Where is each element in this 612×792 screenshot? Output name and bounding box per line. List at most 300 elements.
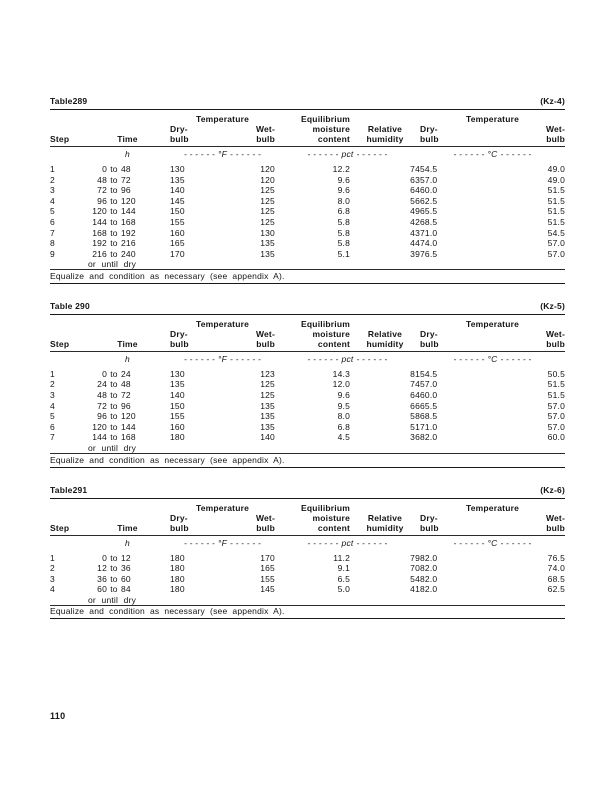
step-cell: 4 xyxy=(50,400,55,411)
dry-bulb-f-cell: 170 xyxy=(170,248,185,259)
time-start: 168 xyxy=(92,227,107,238)
time-unit: h xyxy=(125,149,130,159)
wet-bulb-c-header-line2: bulb xyxy=(500,523,565,536)
spacer-cell xyxy=(350,314,420,329)
rh-header-line2: humidity xyxy=(350,134,420,147)
dry-bulb-f-cell: 150 xyxy=(170,206,185,217)
unit-dashes: - - - - - - xyxy=(453,149,485,159)
dry-bulb-f-cell: 130 xyxy=(170,164,185,174)
wet-bulb-c-cell: 54.5 xyxy=(547,227,565,238)
spacer-cell xyxy=(50,535,85,553)
time-cell xyxy=(85,185,170,196)
rh-header-line1: Relative xyxy=(367,328,403,339)
emc-cell: 9.6 xyxy=(337,390,350,401)
table-title: Table291 xyxy=(50,484,88,495)
rh-cell: 51 xyxy=(410,421,420,432)
dry-bulb-c-header-line1: Dry- xyxy=(420,512,438,523)
wet-bulb-f-cell: 125 xyxy=(260,185,275,196)
time-to-word: to xyxy=(110,216,118,227)
emc-header-line1: Equilibrium xyxy=(301,502,350,513)
time-end: 168 xyxy=(121,216,136,227)
unit-c-label: °C xyxy=(487,149,498,159)
dry-bulb-f-cell: 135 xyxy=(170,379,185,390)
wet-bulb-f-cell: 140 xyxy=(260,432,275,443)
time-to-word: to xyxy=(110,164,118,174)
unit-dashes: - - - - - - xyxy=(356,149,388,159)
emc-cell: 9.5 xyxy=(337,400,350,411)
dry-bulb-c-cell: 65.5 xyxy=(420,400,438,411)
unit-dashes: - - - - - - xyxy=(500,353,532,364)
dry-bulb-f-cell: 180 xyxy=(170,432,185,443)
time-end: 36 xyxy=(121,563,131,574)
dry-bulb-f-cell: 150 xyxy=(170,400,185,411)
time-unit: h xyxy=(125,537,130,548)
emc-cell: 5.8 xyxy=(337,238,350,249)
unit-f-label: °F xyxy=(218,149,227,159)
schedule-row xyxy=(50,238,565,249)
dry-bulb-c-header-line1: Dry- xyxy=(420,328,438,339)
dry-bulb-c-header-line2: bulb xyxy=(420,134,500,147)
wet-bulb-c-cell: 51.5 xyxy=(547,390,565,401)
rh-header-line2: humidity xyxy=(350,339,420,352)
emc-cell: 5.8 xyxy=(337,227,350,238)
spacer-cell xyxy=(50,513,85,523)
spacer-cell xyxy=(350,498,420,513)
dry-bulb-c-header-line1: Dry- xyxy=(420,124,438,134)
dry-bulb-f-cell: 145 xyxy=(170,195,185,206)
step-cell: 3 xyxy=(50,573,55,584)
wet-bulb-f-header-line1: Wet- xyxy=(255,328,275,339)
rh-cell: 43 xyxy=(410,227,420,238)
dry-bulb-c-header-line2: bulb xyxy=(420,339,500,352)
time-start: 48 xyxy=(97,390,107,401)
temperature-c-group-header: Temperature xyxy=(465,502,520,513)
fahrenheit-unit xyxy=(170,147,275,165)
time-to-word: to xyxy=(110,368,118,379)
rh-cell: 63 xyxy=(410,174,420,185)
dry-bulb-c-cell: 82.0 xyxy=(420,432,438,443)
wet-bulb-f-cell: 165 xyxy=(260,563,275,574)
wet-bulb-c-header-line2: bulb xyxy=(500,339,565,352)
spacer-cell xyxy=(85,314,170,329)
emc-cell: 6.5 xyxy=(337,573,350,584)
rh-cell: 41 xyxy=(410,584,420,595)
dry-bulb-c-cell: 54.5 xyxy=(420,368,438,379)
step-cell: 2 xyxy=(50,379,55,390)
wet-bulb-f-cell: 125 xyxy=(260,195,275,206)
time-to-word: to xyxy=(110,411,118,422)
dry-bulb-c-cell: 71.0 xyxy=(420,421,438,432)
celsius-unit xyxy=(420,351,565,369)
wet-bulb-f-cell: 125 xyxy=(260,390,275,401)
wet-bulb-f-cell: 155 xyxy=(260,573,275,584)
spacer-cell xyxy=(50,124,85,134)
time-cell xyxy=(85,401,170,412)
temperature-f-group-header: Temperature xyxy=(195,502,250,513)
rh-cell: 36 xyxy=(410,432,420,443)
wet-bulb-c-cell: 51.5 xyxy=(547,216,565,227)
wet-bulb-f-cell: 125 xyxy=(260,206,275,217)
time-start: 60 xyxy=(97,584,107,595)
dry-bulb-c-header-line2: bulb xyxy=(420,523,500,536)
dry-bulb-f-cell: 160 xyxy=(170,227,185,238)
unit-dashes: - - - - - - xyxy=(356,353,388,364)
wet-bulb-c-cell: 57.0 xyxy=(547,421,565,432)
spacer-cell xyxy=(85,329,170,339)
schedule-row xyxy=(50,164,565,175)
emc-cell: 11.2 xyxy=(333,552,350,563)
schedule-row xyxy=(50,379,565,390)
wet-bulb-c-cell: 51.5 xyxy=(547,379,565,390)
kiln-schedule-table xyxy=(50,485,565,620)
time-cell xyxy=(85,164,170,175)
rh-cell: 58 xyxy=(410,411,420,422)
wet-bulb-f-header-line1: Wet- xyxy=(255,124,275,134)
rh-cell: 39 xyxy=(410,248,420,259)
time-to-word: to xyxy=(110,206,118,217)
time-to-word: to xyxy=(110,238,118,249)
header-row-bottom xyxy=(50,523,565,536)
schedule-row xyxy=(50,584,565,595)
wet-bulb-f-cell: 170 xyxy=(260,552,275,563)
time-cell xyxy=(85,238,170,249)
step-cell: 5 xyxy=(50,411,55,422)
time-end: 144 xyxy=(121,206,136,217)
unit-dashes: - - - - - - xyxy=(230,149,261,159)
unit-dashes: - - - - - - xyxy=(184,149,215,159)
dry-bulb-c-cell: 82.0 xyxy=(420,584,438,595)
time-cell xyxy=(85,175,170,186)
unit-pct-label: pct xyxy=(341,537,354,548)
kiln-schedule-tables xyxy=(50,96,565,636)
time-to-word: to xyxy=(110,563,118,574)
temperature-c-group-header: Temperature xyxy=(465,318,520,329)
step-cell: 7 xyxy=(50,227,55,238)
time-cell xyxy=(85,217,170,228)
unit-dashes: - - - - - - xyxy=(356,537,388,548)
dry-bulb-c-cell: 57.0 xyxy=(420,379,438,390)
equalize-row xyxy=(50,605,565,619)
spacer-cell xyxy=(350,110,420,125)
spacer-cell xyxy=(85,124,170,134)
schedule-row xyxy=(50,185,565,196)
dry-bulb-c-cell: 68.5 xyxy=(420,411,438,422)
equalize-note: Equalize and condition as necessary (see appendix A). xyxy=(50,270,565,284)
rh-cell: 64 xyxy=(410,390,420,401)
dry-bulb-f-header-line2: bulb xyxy=(170,134,235,147)
header-row-mid xyxy=(50,513,565,523)
dry-bulb-f-cell: 180 xyxy=(170,573,185,584)
kiln-schedule-table xyxy=(50,301,565,468)
spacer-cell xyxy=(85,110,170,125)
unit-dashes: - - - - - - xyxy=(307,353,339,364)
wet-bulb-f-cell: 120 xyxy=(260,164,275,174)
time-end: 72 xyxy=(121,390,131,401)
time-to-word: to xyxy=(110,573,118,584)
time-end: 168 xyxy=(121,432,136,443)
wet-bulb-f-cell: 125 xyxy=(260,216,275,227)
wet-bulb-c-cell: 49.0 xyxy=(547,164,565,174)
wet-bulb-c-cell: 62.5 xyxy=(547,584,565,595)
equalize-note: Equalize and condition as necessary (see appendix A). xyxy=(50,454,565,468)
emc-cell: 8.0 xyxy=(337,411,350,422)
dry-bulb-c-cell: 68.5 xyxy=(420,216,438,227)
schedule-row xyxy=(50,217,565,228)
emc-header-line3: content xyxy=(275,134,350,147)
spacer-cell xyxy=(85,498,170,513)
time-end: 72 xyxy=(121,174,131,185)
emc-header-line2: moisture xyxy=(312,512,350,523)
step-cell: 8 xyxy=(50,238,55,249)
temperature-c-group-header: Temperature xyxy=(465,114,520,124)
spacer-cell xyxy=(50,110,85,125)
celsius-unit xyxy=(420,535,565,553)
time-start: 96 xyxy=(97,195,107,206)
wet-bulb-f-cell: 135 xyxy=(260,421,275,432)
table-title: Table 290 xyxy=(50,300,90,311)
rh-header-line1: Relative xyxy=(367,124,403,134)
time-end: 48 xyxy=(121,164,131,174)
dry-bulb-c-cell: 74.0 xyxy=(420,238,438,249)
time-start: 120 xyxy=(92,421,107,432)
wet-bulb-f-cell: 135 xyxy=(260,238,275,249)
wet-bulb-f-header-line2: bulb xyxy=(235,134,275,147)
rh-cell: 42 xyxy=(410,216,420,227)
wet-bulb-c-header-line1: Wet- xyxy=(545,328,565,339)
emc-header-line3: content xyxy=(275,523,350,536)
emc-header-line1: Equilibrium xyxy=(301,114,350,124)
unit-dashes: - - - - - - xyxy=(453,537,485,548)
dry-bulb-f-cell: 140 xyxy=(170,390,185,401)
unit-c-label: °C xyxy=(487,537,498,548)
rh-cell: 74 xyxy=(410,164,420,174)
spacer-cell xyxy=(85,513,170,523)
wet-bulb-f-cell: 130 xyxy=(260,227,275,238)
time-to-word: to xyxy=(110,185,118,196)
kiln-schedule-table xyxy=(50,96,565,284)
header-row-bottom xyxy=(50,134,565,147)
temperature-f-group-header: Temperature xyxy=(195,318,250,329)
wet-bulb-c-cell: 68.5 xyxy=(547,573,565,584)
schedule-row xyxy=(50,553,565,564)
dry-bulb-f-cell: 180 xyxy=(170,584,185,595)
time-start: 72 xyxy=(97,185,107,196)
step-cell: 9 xyxy=(50,248,55,259)
time-end: 84 xyxy=(121,584,131,595)
time-start: 36 xyxy=(97,573,107,584)
emc-header-line2: moisture xyxy=(312,124,350,134)
emc-cell: 9.1 xyxy=(337,563,350,574)
time-cell xyxy=(85,379,170,390)
rh-cell: 74 xyxy=(410,379,420,390)
time-to-word: to xyxy=(110,390,118,401)
dry-bulb-f-cell: 155 xyxy=(170,216,185,227)
dry-bulb-f-header-line1: Dry- xyxy=(170,124,188,134)
time-start: 0 xyxy=(102,164,107,174)
dry-bulb-f-cell: 155 xyxy=(170,411,185,422)
time-cell xyxy=(85,206,170,217)
time-cell xyxy=(85,553,170,564)
until-dry-row xyxy=(50,443,565,454)
time-to-word: to xyxy=(110,584,118,595)
schedule-row xyxy=(50,422,565,433)
time-start: 0 xyxy=(102,552,107,563)
step-column-header: Step xyxy=(50,523,85,536)
rh-header-line1: Relative xyxy=(367,512,403,523)
time-to-word: to xyxy=(110,552,118,563)
time-to-word: to xyxy=(110,432,118,443)
emc-cell: 6.8 xyxy=(337,421,350,432)
wet-bulb-c-cell: 57.0 xyxy=(547,411,565,422)
dry-bulb-c-cell: 82.0 xyxy=(420,573,438,584)
dry-bulb-f-cell: 165 xyxy=(170,238,185,249)
step-cell: 1 xyxy=(50,368,55,379)
until-dry-row xyxy=(50,595,565,606)
time-end: 144 xyxy=(121,421,136,432)
dry-bulb-f-cell: 180 xyxy=(170,552,185,563)
step-cell: 2 xyxy=(50,563,55,574)
wet-bulb-c-cell: 51.5 xyxy=(547,185,565,196)
wet-bulb-c-cell: 49.0 xyxy=(547,174,565,185)
emc-header-line3: content xyxy=(275,339,350,352)
rh-cell: 49 xyxy=(410,206,420,217)
dry-bulb-c-cell: 57.0 xyxy=(420,174,438,185)
time-cell xyxy=(85,432,170,443)
dry-bulb-c-cell: 65.5 xyxy=(420,206,438,217)
table-code: (Kz-6) xyxy=(540,484,565,495)
unit-dashes: - - - - - - xyxy=(230,353,261,364)
time-end: 192 xyxy=(121,227,136,238)
time-cell xyxy=(85,563,170,574)
time-unit: h xyxy=(125,353,130,364)
time-column-header: Time xyxy=(85,339,170,352)
emc-header-line2: moisture xyxy=(312,328,350,339)
until-dry-note: or until dry xyxy=(88,443,137,453)
wet-bulb-f-header-line1: Wet- xyxy=(255,512,275,523)
time-start: 12 xyxy=(97,563,107,574)
time-end: 96 xyxy=(121,185,131,196)
emc-cell: 12.2 xyxy=(332,164,350,174)
rh-cell: 66 xyxy=(410,400,420,411)
time-end: 120 xyxy=(121,411,136,422)
time-end: 120 xyxy=(121,195,136,206)
until-dry-note: or until dry xyxy=(88,259,137,270)
emc-cell: 6.8 xyxy=(337,206,350,217)
time-start: 0 xyxy=(102,368,107,379)
time-cell xyxy=(85,584,170,595)
time-column-header: Time xyxy=(85,523,170,536)
step-cell: 2 xyxy=(50,174,55,185)
wet-bulb-c-header-line1: Wet- xyxy=(545,124,565,134)
schedule-row xyxy=(50,401,565,412)
wet-bulb-f-cell: 135 xyxy=(260,400,275,411)
table-title: Table289 xyxy=(50,96,88,106)
schedule-grid xyxy=(50,314,565,468)
step-cell: 1 xyxy=(50,164,55,174)
wet-bulb-f-cell: 135 xyxy=(260,248,275,259)
time-end: 216 xyxy=(121,238,136,249)
emc-cell: 9.6 xyxy=(337,174,350,185)
step-cell: 3 xyxy=(50,185,55,196)
time-to-word: to xyxy=(110,195,118,206)
rh-cell: 56 xyxy=(410,195,420,206)
percent-unit xyxy=(275,351,420,369)
units-row xyxy=(50,147,565,165)
dry-bulb-c-cell: 82.0 xyxy=(420,563,438,574)
time-end: 12 xyxy=(121,552,131,563)
time-to-word: to xyxy=(110,227,118,238)
header-row-bottom xyxy=(50,339,565,352)
step-cell: 5 xyxy=(50,206,55,217)
dry-bulb-c-cell: 60.0 xyxy=(420,185,438,196)
spacer-cell xyxy=(50,329,85,339)
time-start: 24 xyxy=(97,379,107,390)
unit-pct-label: pct xyxy=(341,149,354,159)
schedule-row xyxy=(50,574,565,585)
page-number: 110 xyxy=(50,711,66,721)
rh-cell: 44 xyxy=(410,238,420,249)
time-start: 144 xyxy=(92,216,107,227)
dry-bulb-f-cell: 130 xyxy=(170,368,185,379)
wet-bulb-c-cell: 74.0 xyxy=(547,563,565,574)
spacer-cell xyxy=(50,314,85,329)
step-cell: 6 xyxy=(50,216,55,227)
wet-bulb-c-cell: 57.0 xyxy=(547,400,565,411)
unit-f-label: °F xyxy=(218,353,227,364)
table-caption xyxy=(50,485,565,495)
dry-bulb-f-cell: 180 xyxy=(170,563,185,574)
time-cell xyxy=(85,228,170,239)
wet-bulb-c-cell: 57.0 xyxy=(547,238,565,249)
emc-cell: 14.3 xyxy=(332,368,350,379)
emc-cell: 9.6 xyxy=(337,185,350,196)
time-to-word: to xyxy=(110,248,118,259)
schedule-grid xyxy=(50,498,565,620)
table-caption xyxy=(50,96,565,106)
time-end: 48 xyxy=(121,379,131,390)
emc-cell: 8.0 xyxy=(337,195,350,206)
dry-bulb-c-cell: 54.5 xyxy=(420,164,438,174)
wet-bulb-f-cell: 123 xyxy=(260,368,275,379)
time-to-word: to xyxy=(110,174,118,185)
schedule-row xyxy=(50,390,565,401)
time-column-header: Time xyxy=(85,134,170,147)
time-cell xyxy=(85,422,170,433)
rh-header-line2: humidity xyxy=(350,523,420,536)
time-start: 144 xyxy=(92,432,107,443)
schedule-row xyxy=(50,175,565,186)
spacer-cell xyxy=(50,351,85,369)
step-cell: 4 xyxy=(50,584,55,595)
rh-cell: 70 xyxy=(410,563,420,574)
time-end: 60 xyxy=(121,573,131,584)
until-dry-note: or until dry xyxy=(88,594,137,605)
unit-dashes: - - - - - - xyxy=(307,149,339,159)
dry-bulb-f-cell: 160 xyxy=(170,421,185,432)
emc-cell: 5.0 xyxy=(337,584,350,595)
dry-bulb-c-cell: 82.0 xyxy=(420,552,438,563)
schedule-row xyxy=(50,369,565,380)
fahrenheit-unit xyxy=(170,535,275,553)
rh-cell: 64 xyxy=(410,185,420,196)
equalize-row xyxy=(50,270,565,284)
dry-bulb-c-cell: 76.5 xyxy=(420,248,438,259)
dry-bulb-f-header-line2: bulb xyxy=(170,339,235,352)
rh-cell: 79 xyxy=(410,552,420,563)
unit-dashes: - - - - - - xyxy=(307,537,339,548)
unit-dashes: - - - - - - xyxy=(184,353,215,364)
unit-dashes: - - - - - - xyxy=(230,537,261,548)
